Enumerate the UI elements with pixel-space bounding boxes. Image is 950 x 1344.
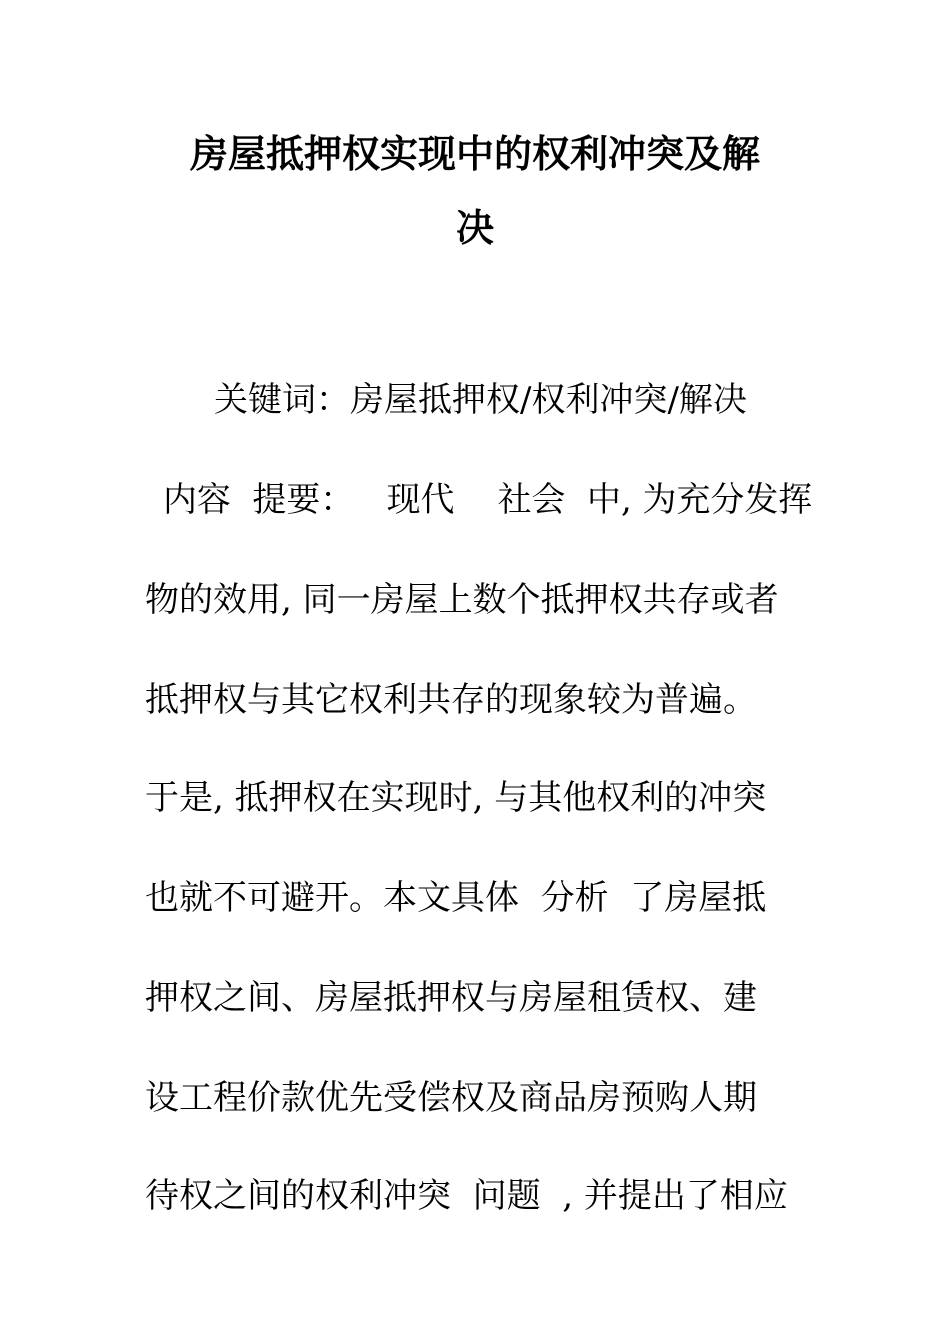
abstract-line-8: 待权之间的权利冲突 问题 , 并提出了相应	[145, 1176, 788, 1216]
abstract-line-5: 也就不可避开。本文具体 分析 了房屋抵	[145, 878, 767, 918]
abstract-line-2: 物的效用, 同一房屋上数个抵押权共存或者	[145, 580, 779, 620]
abstract-line-6: 押权之间、房屋抵押权与房屋租赁权、建	[145, 978, 757, 1018]
abstract-line-3: 抵押权与其它权利共存的现象较为普遍。	[145, 680, 757, 720]
document-title-line-2: 决	[455, 206, 494, 250]
document-title-line-1: 房屋抵押权实现中的权利冲突及解	[189, 132, 760, 176]
abstract-line-7: 设工程价款优先受偿权及商品房预购人期	[145, 1078, 757, 1118]
abstract-line-4: 于是, 抵押权在实现时, 与其他权利的冲突	[145, 778, 767, 818]
abstract-line-1: 内容 提要： 现代 社会 中, 为充分发挥	[163, 480, 813, 520]
keywords-line: 关键词：房屋抵押权/权利冲突/解决	[214, 380, 747, 420]
